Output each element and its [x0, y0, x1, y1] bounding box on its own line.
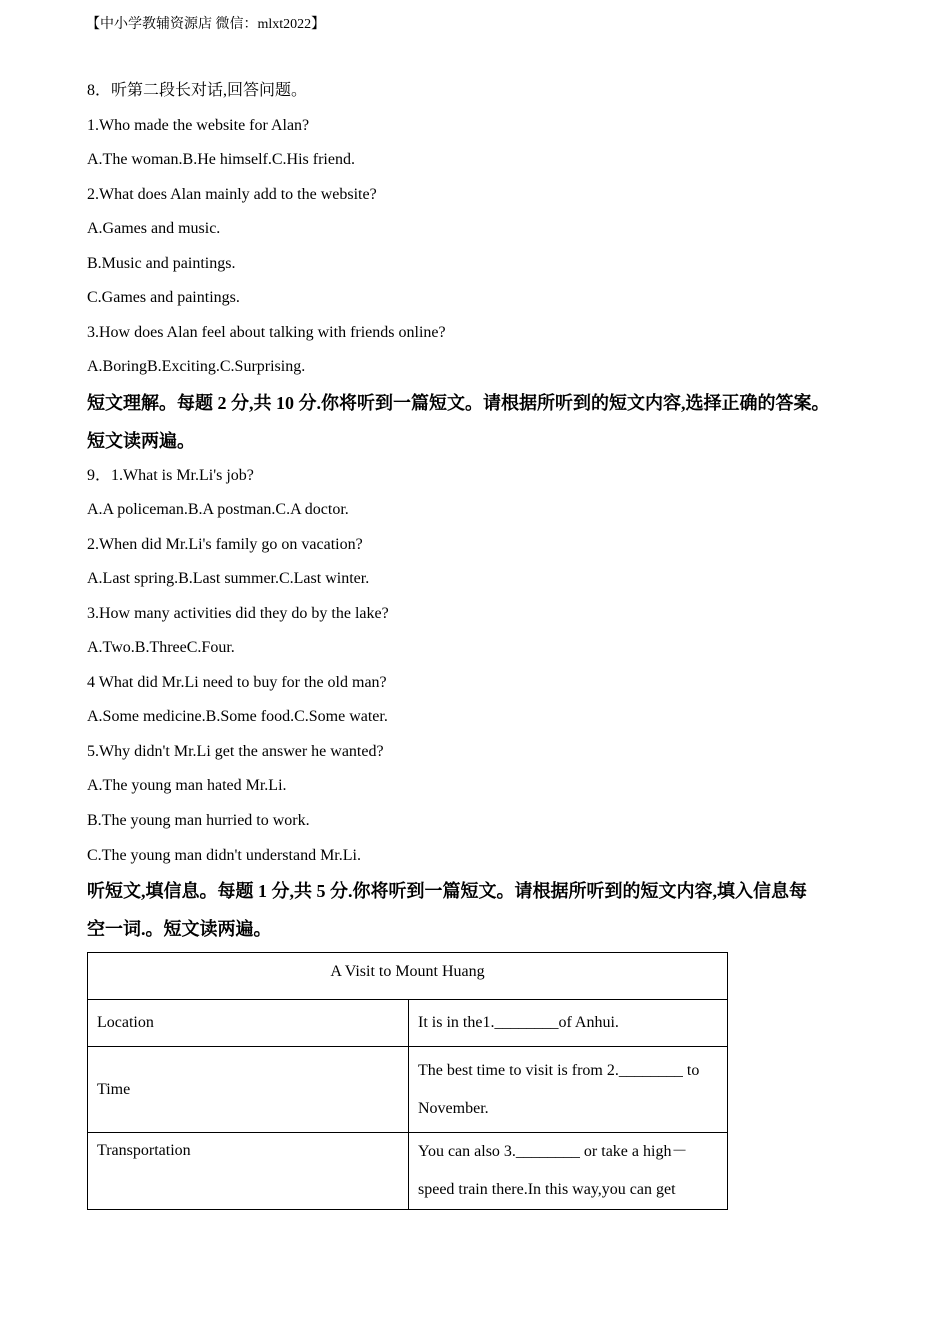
table-row: [88, 1133, 728, 1210]
table-title: A Visit to Mount Huang: [88, 953, 728, 1000]
answer-option: C.The young man didn't understand Mr.Li.: [87, 847, 361, 864]
section-heading: 短文理解。每题 2 分,共 10 分.你将听到一篇短文。请根据所听到的短文内容,选择正确的答案。: [87, 393, 830, 413]
answer-option: B.Music and paintings.: [87, 255, 236, 272]
row-label: Time: [88, 1047, 409, 1133]
question-text: 2.When did Mr.Li's family go on vacation?: [87, 536, 363, 553]
row-value: [409, 1133, 728, 1210]
question-text: 3.How does Alan feel about talking with friends online?: [87, 324, 446, 341]
info-table: [87, 952, 728, 1210]
question-text: 5.Why didn't Mr.Li get the answer he wanted?: [87, 743, 384, 760]
table-row: [88, 1000, 728, 1047]
answer-options: A.A policeman.B.A postman.C.A doctor.: [87, 501, 349, 518]
row-value-line: The best time to visit is from 2.________ to: [418, 1061, 700, 1079]
row-label: Location: [88, 1000, 409, 1047]
answer-option: A.Games and music.: [87, 220, 221, 237]
section-heading: 听短文,填信息。每题 1 分,共 5 分.你将听到一篇短文。请根据所听到的短文内容,填入信息每: [87, 881, 807, 901]
question-text: 9．1.What is Mr.Li's job?: [87, 467, 254, 484]
section-heading: 短文读两遍。: [87, 431, 195, 451]
row-label: Transportation: [88, 1133, 409, 1210]
question-text: 1.Who made the website for Alan?: [87, 117, 310, 134]
watermark-header: 【中小学教辅资源店 微信：mlxt2022】: [86, 17, 326, 32]
answer-options: A.BoringB.Exciting.C.Surprising.: [87, 358, 306, 375]
row-value: [409, 1047, 728, 1133]
answer-options: A.Last spring.B.Last summer.C.Last winter.: [87, 570, 370, 587]
answer-option: B.The young man hurried to work.: [87, 812, 310, 829]
question-text: 3.How many activities did they do by the lake?: [87, 605, 389, 622]
row-value: It is in the1.________of Anhui.: [409, 1000, 728, 1047]
question-text: 4 What did Mr.Li need to buy for the old man?: [87, 674, 387, 691]
row-value-line: November.: [418, 1099, 489, 1117]
answer-options: A.Some medicine.B.Some food.C.Some water.: [87, 708, 388, 725]
answer-option: A.The young man hated Mr.Li.: [87, 777, 287, 794]
answer-options: A.The woman.B.He himself.C.His friend.: [87, 151, 355, 168]
answer-option: C.Games and paintings.: [87, 289, 240, 306]
row-value-line: You can also 3.________ or take a high－: [418, 1143, 688, 1160]
section-8-instruction: 8．听第二段长对话,回答问题。: [87, 82, 308, 99]
row-value-line: speed train there.In this way,you can get: [418, 1181, 676, 1198]
section-heading: 空一词.。短文读两遍。: [87, 919, 272, 939]
table-row: [88, 1047, 728, 1133]
answer-options: A.Two.B.ThreeC.Four.: [87, 639, 235, 656]
question-text: 2.What does Alan mainly add to the website?: [87, 186, 377, 203]
